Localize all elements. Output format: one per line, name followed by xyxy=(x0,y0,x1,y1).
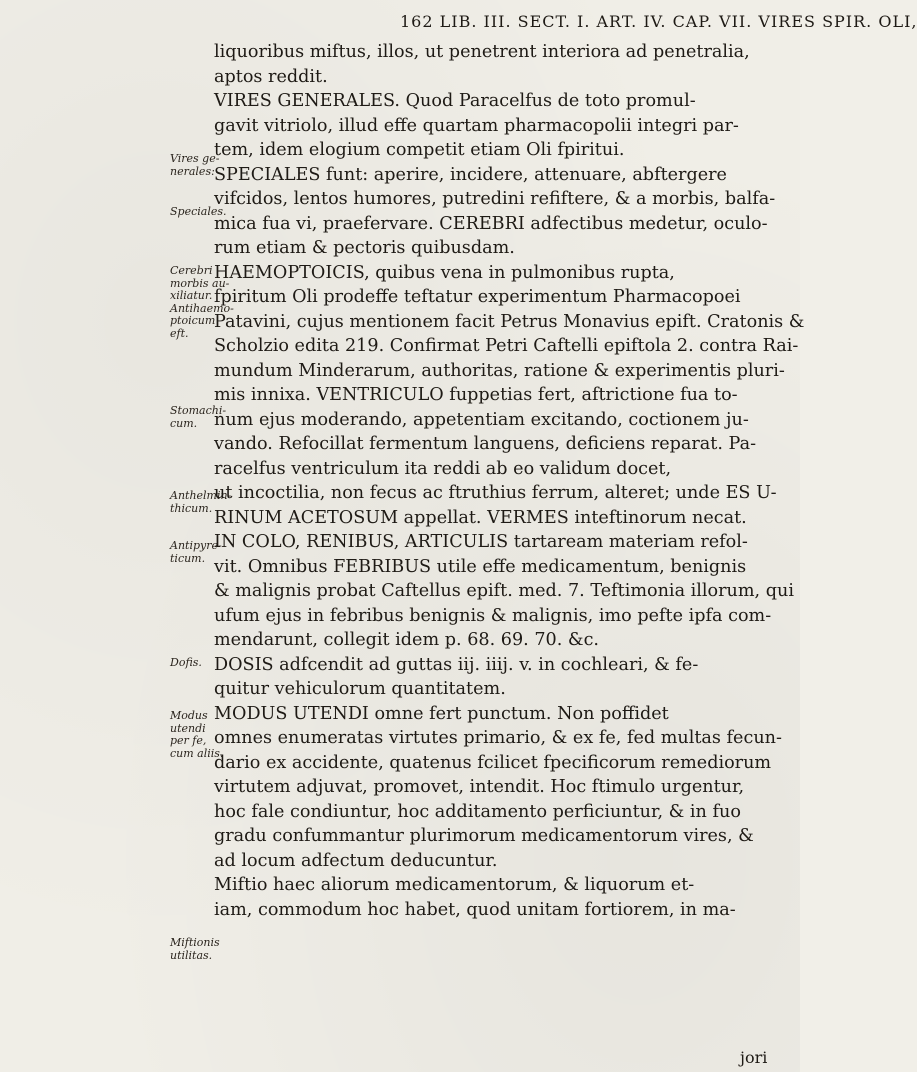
text-line: mendarunt, collegit idem p. 68. 69. 70. &c. xyxy=(214,630,600,650)
text-line: ad locum adfectum deducuntur. xyxy=(214,850,498,871)
text-line: ut incoctilia, non fecus ac ftruthius ferrum, alteret; unde ES U- xyxy=(214,483,777,503)
margin-note-anthelminthicum: Anthelmin- thicum. xyxy=(170,489,232,515)
text-line: num ejus moderando, appetentiam excitando, coctionem ju- xyxy=(214,409,749,430)
text-line: dario ex accidente, quatenus fcilicet fpecificorum remediorum xyxy=(214,752,772,773)
text-line: vando. Refocillat fermentum languens, deficiens reparat. Pa- xyxy=(214,434,757,454)
text-line: VIRES GENERALES. Quod Paracelfus de toto promul- xyxy=(214,91,696,111)
text-line: hoc fale condiuntur, hoc additamento perficiuntur, & in fuo xyxy=(214,801,741,822)
margin-note-stomachicum: Stomachi- cum. xyxy=(170,404,227,430)
text-line: vifcidos, lentos humores, putredini refiftere, & a morbis, balfa- xyxy=(214,189,776,209)
text-line: quitur vehiculorum quantitatem. xyxy=(214,679,506,699)
margin-note-modus-utendi: Modus utendi per fe, cum aliis. xyxy=(170,709,224,760)
margin-note-cerebri: Cerebri morbis au- xiliatur. Antihaemo- ptoicum eft. xyxy=(170,264,234,340)
margin-note-vires-generales: Vires ge- nerales: xyxy=(170,152,220,178)
text-line: ufum ejus in febribus benignis & malignis, imo pefte ipfa com- xyxy=(214,605,772,626)
text-line: vit. Omnibus FEBRIBUS utile effe medicamentum, benignis xyxy=(214,556,747,577)
running-head: 162 LIB. III. SECT. I. ART. IV. CAP. VII. VIRES SPIR. OLI, xyxy=(400,12,917,31)
text-line: Patavini, cujus mentionem facit Petrus Monavius epift. Cratonis & xyxy=(214,311,805,332)
text-line: gavit vitriolo, illud effe quartam pharmacopolii integri par- xyxy=(214,115,739,136)
text-line: fpiritum Oli prodeffe teftatur experimentum Pharmacopoei xyxy=(214,287,741,307)
text-line: mica fua vi, praefervare. CEREBRI adfectibus medetur, oculo- xyxy=(214,213,768,234)
text-line: Miftio haec aliorum medicamentorum, & liquorum et- xyxy=(214,875,695,895)
text-line: omnes enumeratas virtutes primario, & ex fe, fed multas fecun- xyxy=(214,728,782,748)
text-line: aptos reddit. xyxy=(214,66,328,87)
text-line: Scholzio edita 219. Confirmat Petri Caftelli epiftola 2. contra Rai- xyxy=(214,336,799,356)
text-line: mundum Minderarum, authoritas, ratione & experimentis pluri- xyxy=(214,360,785,381)
text-line: SPECIALES funt: aperire, incidere, attenuare, abftergere xyxy=(214,164,727,185)
text-line: tem, idem elogium competit etiam Oli fpiritui. xyxy=(214,140,625,160)
text-line: racelfus ventriculum ita reddi ab eo validum docet, xyxy=(214,458,672,479)
margin-note-antipyreticum: Antipyre- ticum. xyxy=(170,539,222,565)
text-line: RINUM ACETOSUM appellat. VERMES inteftinorum necat. xyxy=(214,507,747,528)
main-text-block xyxy=(214,40,805,922)
text-line: IN COLO, RENIBUS, ARTICULIS tartaream materiam refol- xyxy=(214,532,748,552)
text-line: & malignis probat Caftellus epift. med. 7. Teftimonia illorum, qui xyxy=(214,581,794,601)
text-line: mis innixa. VENTRICULO fuppetias fert, aftrictione fua to- xyxy=(214,385,738,405)
margin-note-speciales: Speciales. xyxy=(170,205,227,218)
text-line: MODUS UTENDI omne fert punctum. Non poffidet xyxy=(214,703,669,724)
text-line: DOSIS adfcendit ad guttas iij. iiij. v. in cochleari, & fe- xyxy=(214,654,699,675)
text-line: gradu confummantur plurimorum medicamentorum vires, & xyxy=(214,826,754,846)
text-line: virtutem adjuvat, promovet, intendit. Hoc ftimulo urgentur, xyxy=(214,777,745,797)
text-line: liquoribus miftus, illos, ut penetrent interiora ad penetralia, xyxy=(214,42,750,62)
text-line: HAEMOPTOICIS, quibus vena in pulmonibus rupta, xyxy=(214,262,675,283)
margin-note-mistionis: Miftionis utilitas. xyxy=(170,936,220,962)
catchword: jori xyxy=(740,1048,768,1067)
text-line: iam, commodum hoc habet, quod unitam fortiorem, in ma- xyxy=(214,899,736,920)
margin-note-dosis: Dofis. xyxy=(170,656,202,669)
text-line: rum etiam & pectoris quibusdam. xyxy=(214,238,515,258)
